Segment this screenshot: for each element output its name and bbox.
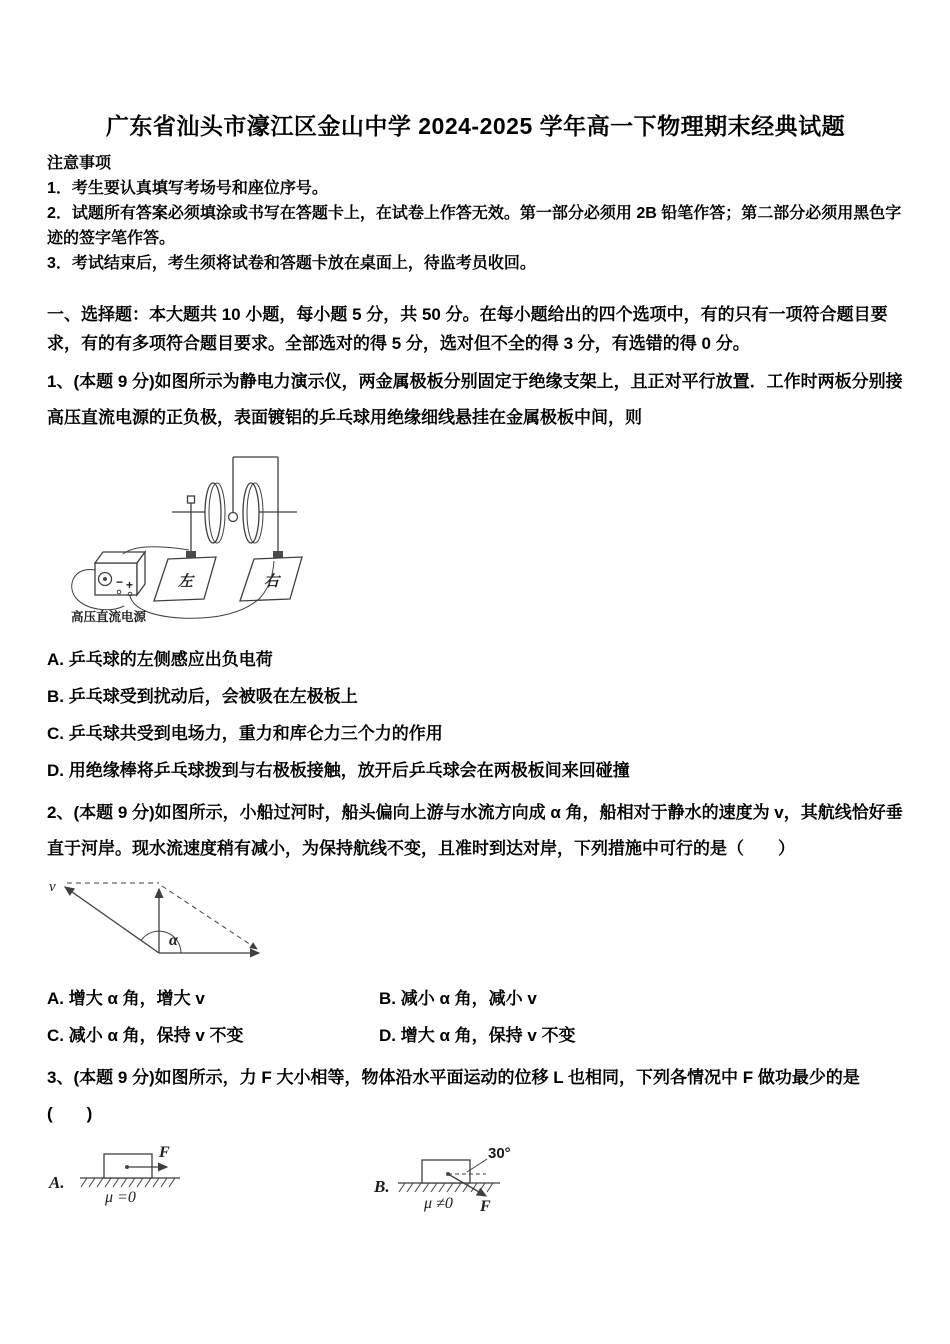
- force-label: F: [159, 1143, 170, 1161]
- mu-label: μ =0: [105, 1188, 136, 1206]
- minus-terminal-label: −: [116, 574, 124, 589]
- right-plate-label: 右: [264, 573, 280, 590]
- notice-item-2: 2．试题所有答案必须填涂或书写在答题卡上，在试卷上作答无效。第一部分必须用 2B 铅笔作答；第二部分必须用黑色字迹的签字笔作答。: [47, 204, 902, 247]
- q1-option-b: B. 乒乓球受到扰动后，会被吸在左极板上: [47, 686, 358, 706]
- force-label: F: [480, 1197, 491, 1215]
- page-title: 广东省汕头市濠江区金山中学 2024-2025 学年高一下物理期末经典试题: [105, 113, 846, 139]
- plus-terminal-label: +: [126, 577, 134, 592]
- notice-item-3: 3．考试结束后，考生须将试卷和答题卡放在桌面上，待监考员收回。: [47, 254, 536, 272]
- ground-hatching: [81, 1178, 175, 1187]
- ping-pong-ball: [229, 512, 238, 521]
- block: [422, 1160, 470, 1183]
- mu-label: μ ≠0: [424, 1194, 453, 1212]
- q2-option-c: C. 减小 α 角，保持 v 不变: [47, 1025, 244, 1045]
- q1-option-d: D. 用绝缘棒将乒乓球拨到与右极板接触，放开后乒乓球会在两极板间来回碰撞: [47, 760, 630, 780]
- question-1-stem: 1、(本题 9 分)如图所示为静电力演示仪，两金属极板分别固定于绝缘支架上，且正对平行放置．工作时两板分别接高压直流电源的正负极，表面镀铝的乒乓球用绝缘细线悬挂在金属极板中间，则: [47, 371, 903, 427]
- q1-option-a: A. 乒乓球的左侧感应出负电荷: [47, 649, 273, 669]
- q2-velocity-vector-figure: [47, 875, 287, 970]
- q3-figure-b: [370, 1142, 585, 1214]
- right-plate: [243, 483, 259, 543]
- question-2-stem: 2、(本题 9 分)如图所示，小船过河时，船头偏向上游与水流方向成 α 角，船相对于静水的速度为 v，其航线恰好垂直于河岸。现水流速度稍有减小，为保持航线不变，且准时到达对岸，下列措施中可行的是（ ）: [47, 802, 903, 858]
- figure-a-label: A.: [49, 1172, 65, 1192]
- q2-option-b: B. 减小 α 角，减小 v: [379, 988, 537, 1008]
- figure-b-label: B.: [374, 1176, 390, 1196]
- boat-velocity-vector: [65, 887, 159, 953]
- q3-figure-a: [47, 1142, 252, 1208]
- q1-electrostatic-apparatus-figure: [60, 440, 380, 635]
- question-3-stem: 3、(本题 9 分)如图所示，力 F 大小相等，物体沿水平面运动的位移 L 也相同，下列各情况中 F 做功最少的是( ): [47, 1067, 860, 1123]
- power-supply: [95, 552, 145, 596]
- left-plate: [205, 483, 221, 543]
- q1-options: [47, 641, 904, 789]
- power-supply-caption: 高压直流电源: [71, 609, 147, 624]
- q2-options: [47, 980, 904, 1054]
- q2-option-d: D. 增大 α 角，保持 v 不变: [379, 1025, 576, 1045]
- q1-option-c: C. 乒乓球共受到电场力，重力和库仑力三个力的作用: [47, 723, 443, 743]
- v-vector-label: v: [49, 878, 56, 895]
- alpha-angle-label: α: [169, 931, 178, 949]
- left-plate-label: 左: [178, 573, 194, 590]
- angle-label: 30°: [488, 1144, 511, 1162]
- notice-block: [47, 152, 904, 276]
- section-heading: 一、选择题：本大题共 10 小题，每小题 5 分，共 50 分。在每小题给出的四个选项中，有的只有一项符合题目要求，有的有多项符合题目要求。全部选对的得 5 分，选对但不全的得 3 分，有选错的得 0 分。: [47, 304, 888, 353]
- q3-figures-row: [47, 1142, 904, 1214]
- q2-option-a: A. 增大 α 角，增大 v: [47, 988, 205, 1008]
- notice-item-1: 1．考生要认真填写考场号和座位序号。: [47, 179, 328, 197]
- ground-hatching: [399, 1183, 493, 1192]
- notice-heading: 注意事项: [47, 154, 112, 172]
